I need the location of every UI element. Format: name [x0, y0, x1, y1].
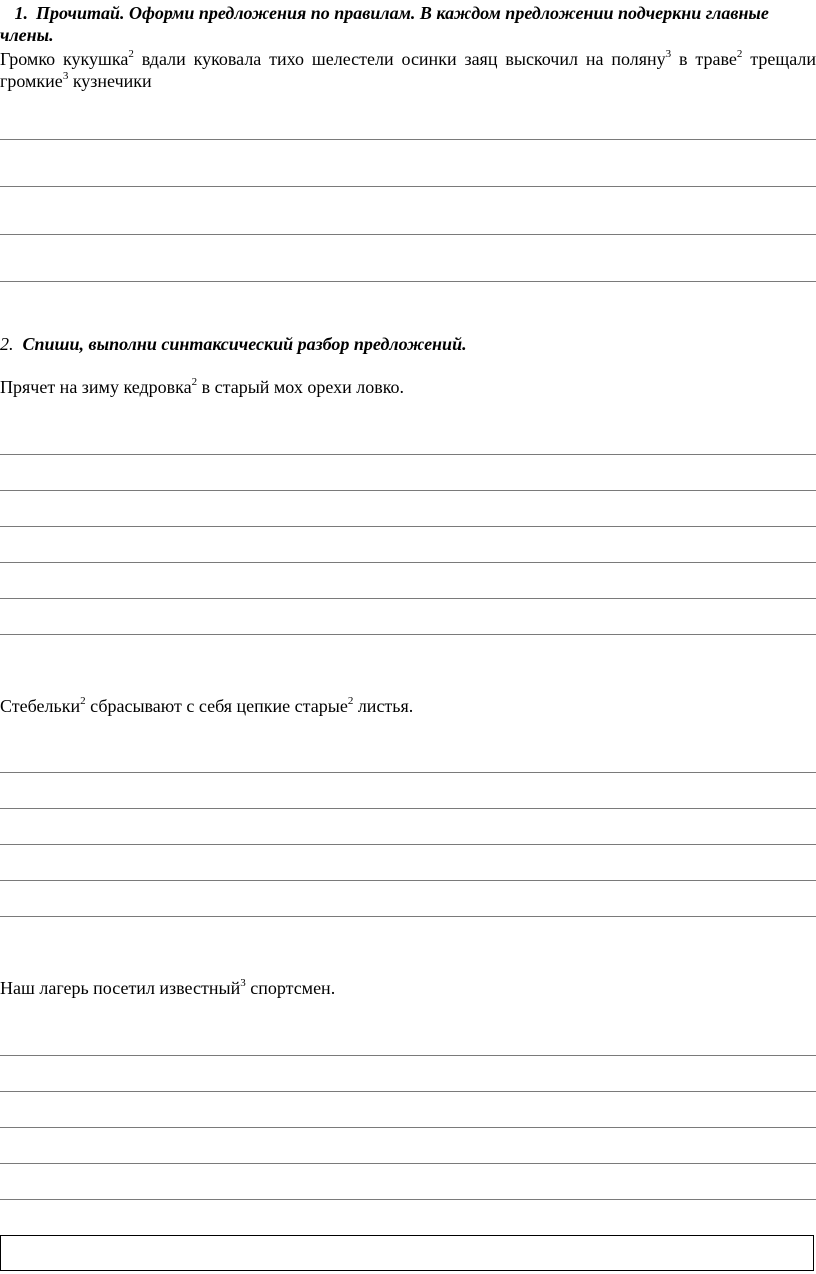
writing-line [0, 1199, 816, 1200]
writing-line [0, 634, 816, 635]
task-1-title [0, 2, 816, 46]
writing-line [0, 1091, 816, 1092]
text-fragment: листья. [353, 696, 414, 716]
task-1-number: 1. [14, 3, 28, 23]
superscript-mark: 3 [665, 48, 672, 60]
superscript-mark: 3 [62, 70, 69, 82]
writing-line [0, 234, 816, 235]
text-fragment: в траве [671, 49, 737, 69]
text-fragment: Стебельки [0, 696, 81, 716]
writing-line [0, 562, 816, 563]
task-1-instruction: Прочитай. Оформи предложения по правилам. В каждом предложении подчеркни главные члены. [0, 3, 769, 45]
writing-line [0, 281, 816, 282]
writing-line [0, 454, 816, 455]
task-2-title [0, 333, 816, 355]
writing-line [0, 916, 816, 917]
sentence-1 [0, 376, 816, 398]
superscript-mark: 2 [128, 48, 134, 60]
sentence-3 [0, 977, 816, 999]
sentence-2 [0, 695, 816, 717]
writing-line [0, 598, 816, 599]
writing-line [0, 1055, 816, 1056]
text-fragment: Прячет на зиму кедровка [0, 377, 192, 397]
superscript-mark: 2 [80, 695, 86, 707]
task-1-text [0, 48, 816, 92]
task-2-number: 2. [0, 334, 14, 354]
writing-line [0, 1127, 816, 1128]
text-fragment: спортсмен. [245, 978, 336, 998]
writing-line [0, 1163, 816, 1164]
writing-line [0, 526, 816, 527]
writing-line [0, 186, 816, 187]
text-fragment: Наш лагерь посетил известный [0, 978, 241, 998]
writing-line [0, 139, 816, 140]
task-2-instruction: Спиши, выполни синтаксический разбор предложений. [22, 334, 467, 354]
footer-box [0, 1235, 814, 1271]
text-fragment: сбрасывают с себя цепкие старые [85, 696, 348, 716]
text-fragment: в старый мох орехи ловко. [197, 377, 405, 397]
superscript-mark: 2 [347, 695, 354, 707]
text-fragment: кузнечики [68, 71, 152, 91]
superscript-mark: 3 [240, 977, 246, 989]
writing-line [0, 808, 816, 809]
superscript-mark: 2 [736, 48, 743, 60]
writing-line [0, 844, 816, 845]
superscript-mark: 2 [191, 376, 198, 388]
writing-line [0, 772, 816, 773]
writing-line [0, 490, 816, 491]
text-fragment: трещали громкие [0, 49, 816, 91]
text-fragment: вдали куковала тихо шелестели осинки заяц выскочил на поляну [133, 49, 666, 69]
writing-line [0, 880, 816, 881]
text-fragment: Громко кукушка [0, 49, 129, 69]
